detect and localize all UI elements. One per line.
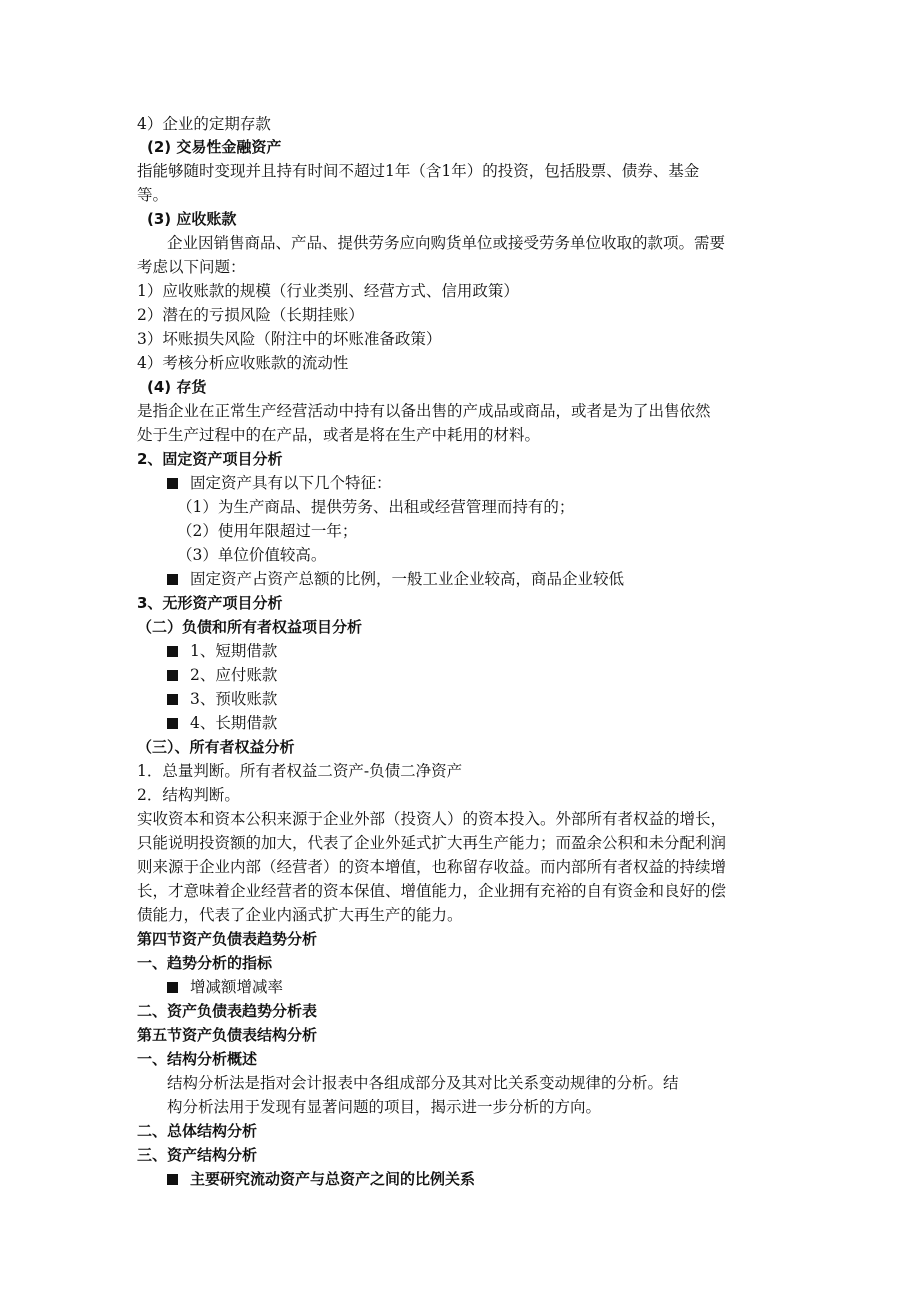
square-bullet-icon [167,478,178,489]
section-heading: 二、总体结构分析 [137,1122,258,1140]
square-bullet-icon [167,646,178,657]
text-line: 4）企业的定期存款 [137,115,271,133]
list-item: （3）单位价值较高。 [177,546,327,564]
section-heading: 第五节资产负债表结构分析 [137,1026,318,1044]
text-line: 是指企业在正常生产经营活动中持有以备出售的产成品或商品，或者是为了出售依然 [137,402,711,420]
list-item: 4）考核分析应收账款的流动性 [137,354,349,372]
list-item: 2．结构判断。 [137,786,240,804]
bullet-text: 固定资产占资产总额的比例，一般工业企业较高，商品企业较低 [190,570,625,588]
bullet-item [167,687,277,711]
section-heading: 第四节资产负债表趋势分析 [137,930,318,948]
text-line: 结构分析法是指对会计报表中各组成部分及其对比关系变动规律的分析。结 [167,1074,679,1092]
bullet-text: 3、预收账款 [190,690,278,708]
bullet-text: 主要研究流动资产与总资产之间的比例关系 [190,1170,476,1188]
square-bullet-icon [167,718,178,729]
section-heading: (2) 交易性金融资产 [147,138,282,156]
text-line: 企业因销售商品、产品、提供劳务应向购货单位或接受劳务单位收取的款项。需要 [167,234,726,252]
bullet-text: 4、长期借款 [190,714,278,732]
square-bullet-icon [167,982,178,993]
bullet-text: 固定资产具有以下几个特征： [190,474,392,492]
square-bullet-icon [167,694,178,705]
section-heading: 3、无形资产项目分析 [137,594,283,612]
text-line: 指能够随时变现并且持有时间不超过1年（含1年）的投资，包括股票、债券、基金 [137,162,700,180]
text-line: 实收资本和资本公积来源于企业外部（投资人）的资本投入。外部所有者权益的增长， [137,810,727,828]
text-line: 长，才意味着企业经营者的资本保值、增值能力，企业拥有充裕的自有资金和良好的偿 [137,882,727,900]
bullet-item [167,975,283,999]
section-heading: (4) 存货 [147,378,207,396]
bullet-item [167,1167,475,1191]
list-item: （1）为生产商品、提供劳务、出租或经营管理而持有的； [177,498,575,516]
text-line: 则来源于企业内部（经营者）的资本增值，也称留存收益。而内部所有者权益的持续增 [137,858,727,876]
section-heading: 二、资产负债表趋势分析表 [137,1002,318,1020]
list-item: （2）使用年限超过一年； [177,522,358,540]
section-heading: (3) 应收账款 [147,210,237,228]
bullet-text: 2、应付账款 [190,666,278,684]
text-line: 只能说明投资额的加大，代表了企业外延式扩大再生产能力；而盈余公积和未分配利润 [137,834,727,852]
list-item: 1．总量判断。所有者权益二资产-负债二净资产 [137,762,463,780]
bullet-item [167,663,277,687]
bullet-text: 增减额增减率 [190,978,284,996]
section-heading: （三）、所有者权益分析 [137,738,295,756]
square-bullet-icon [167,670,178,681]
bullet-item [167,471,392,495]
section-heading: 一、结构分析概述 [137,1050,258,1068]
list-item: 1）应收账款的规模（行业类别、经营方式、信用政策） [137,282,519,300]
text-line: 处于生产过程中的在产品，或者是将在生产中耗用的材料。 [137,426,541,444]
section-heading: 2、固定资产项目分析 [137,450,283,468]
bullet-text: 1、短期借款 [190,642,278,660]
bullet-item [167,711,277,735]
bullet-item [167,567,624,591]
bullet-item [167,639,277,663]
text-line: 等。 [137,186,169,204]
list-item: 2）潜在的亏损风险（长期挂账） [137,306,364,324]
text-line: 债能力，代表了企业内涵式扩大再生产的能力。 [137,906,463,924]
square-bullet-icon [167,1174,178,1185]
list-item: 3）坏账损失风险（附注中的坏账准备政策） [137,330,442,348]
text-line: 考虑以下问题： [137,258,246,276]
section-heading: （二）负债和所有者权益项目分析 [137,618,363,636]
square-bullet-icon [167,574,178,585]
section-heading: 一、趋势分析的指标 [137,954,273,972]
text-line: 构分析法用于发现有显著问题的项目，揭示进一步分析的方向。 [167,1098,602,1116]
section-heading: 三、资产结构分析 [137,1146,258,1164]
